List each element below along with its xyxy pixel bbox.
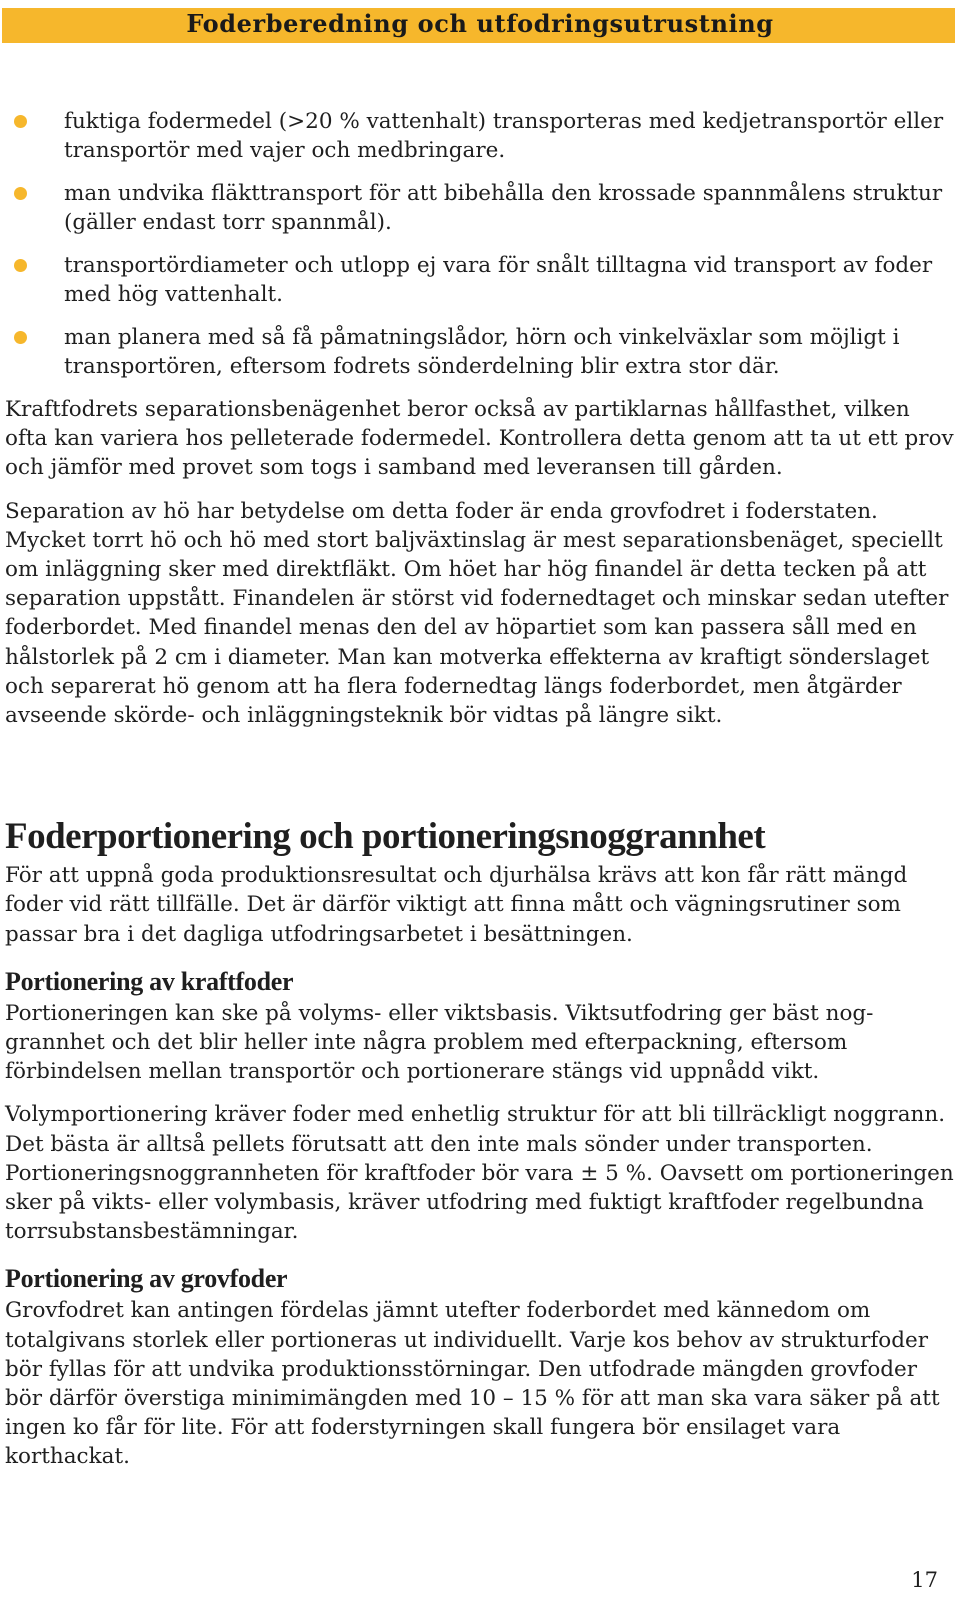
paragraph-grovfoder: Grovfodret kan antingen fördelas jämnt utefter foderbordet med kännedom om totalgivans storlek eller portioneras ut individuellt. Varje kos behov av strukturfoder bör fyllas för att undvika produktionsstörningar. Den utfodrade mängden grovfoder bör därför överstiga minimimängden med 10 – 15 % för att man ska vara säker på att ingen ko får för lite. För att foderstyrningen skall fungera bör ensilaget vara korthackat. (5, 1298, 940, 1470)
list-item (5, 251, 955, 309)
header-title: Foderberedning och utfodringsutrustning (186, 9, 774, 38)
bullet-text: man undvika fläkttransport för att bibehålla den krossade spannmålens struktur (gäller endast torr spannmål). (64, 181, 943, 235)
paragraph-separation-kraftfoder: Kraftfodrets separationsbenägenhet beror också av partiklarnas hållfasthet, vilken ofta kan variera hos pelleterade fodermedel. Kontrollera detta genom att ta ut ett prov och jämför med provet som togs i samband med leveransen till gården. (5, 397, 954, 481)
paragraph-separation-ho: Separation av hö har betydelse om detta foder är enda grovfodret i foderstaten. Mycket torrt hö och hö med stort baljväxtinslag är mest separationsbenäget, speciellt om inläggning sker med direktfläkt. Om höet har hög finandel är detta tecken på att separation uppstått. Finandelen är störst vid fodernedtaget och minskar sedan utefter foderbordet. Med finandel menas den del av höpartiet som kan passera såll med en hålstorlek på 2 cm i diameter. Man kan motverka effekterna av kraftigt sönderslaget och separerat hö genom att ha flera fodernedtag längs foderbordet, men åtgärder avseende skörde- och inläggningsteknik bör vidtas på längre sikt. (5, 498, 949, 729)
list-item (5, 179, 955, 237)
bullet-text: fuktiga fodermedel (>20 % vattenhalt) transporteras med kedjetransportör eller transportör med vajer och medbringare. (64, 109, 944, 163)
bullet-dot-icon (14, 115, 27, 128)
subsection-title-kraftfoder: Portionering av kraftfoder (5, 966, 294, 996)
bullet-dot-icon (14, 187, 27, 200)
bullet-dot-icon (14, 259, 27, 272)
section-title: Foderportionering och portioneringsnoggrannhet (5, 816, 766, 858)
paragraph-kraftfoder-2: Volymportionering kräver foder med enhetlig struktur för att bli tillräckligt noggrann. Det bästa är alltså pellets förutsatt att den inte mals sönder under transporten. Portioneringsnoggrannheten för kraftfoder bör vara ± 5 %. Oavsett om portioneringen sker på vikts- eller volymbasis, kräver utfodring med fuktigt kraftfoder regelbundna torrsubstansbestämningar. (5, 1102, 954, 1245)
subsection-title-grovfoder: Portionering av grovfoder (5, 1264, 288, 1294)
page-content (5, 107, 955, 1486)
page-number: 17 (911, 1568, 938, 1592)
list-item (5, 323, 955, 381)
list-item (5, 107, 955, 165)
section-intro: För att uppnå goda produktionsresultat och djurhälsa krävs att kon får rätt mängd foder vid rätt tillfälle. Det är därför viktigt att finna mått och vägningsrutiner som passar bra i det dagliga utfodringsarbetet i besättningen. (5, 863, 908, 947)
bullet-list (5, 107, 955, 381)
bullet-text: man planera med så få påmatningslådor, hörn och vinkelväxlar som möjligt i transportören, eftersom fodrets sönderdelning blir extra stor där. (64, 325, 900, 379)
paragraph-kraftfoder-1: Portioneringen kan ske på volyms- eller viktsbasis. Viktsutfodring ger bäst noggrannhet och det blir heller inte några problem med efterpackning, eftersom förbindelsen mellan transportör och portionerare stängs vid uppnådd vikt. (5, 1000, 874, 1085)
bullet-text: transportördiameter och utlopp ej vara för snålt tilltagna vid transport av foder med hög vattenhalt. (64, 253, 933, 307)
bullet-dot-icon (14, 331, 27, 344)
